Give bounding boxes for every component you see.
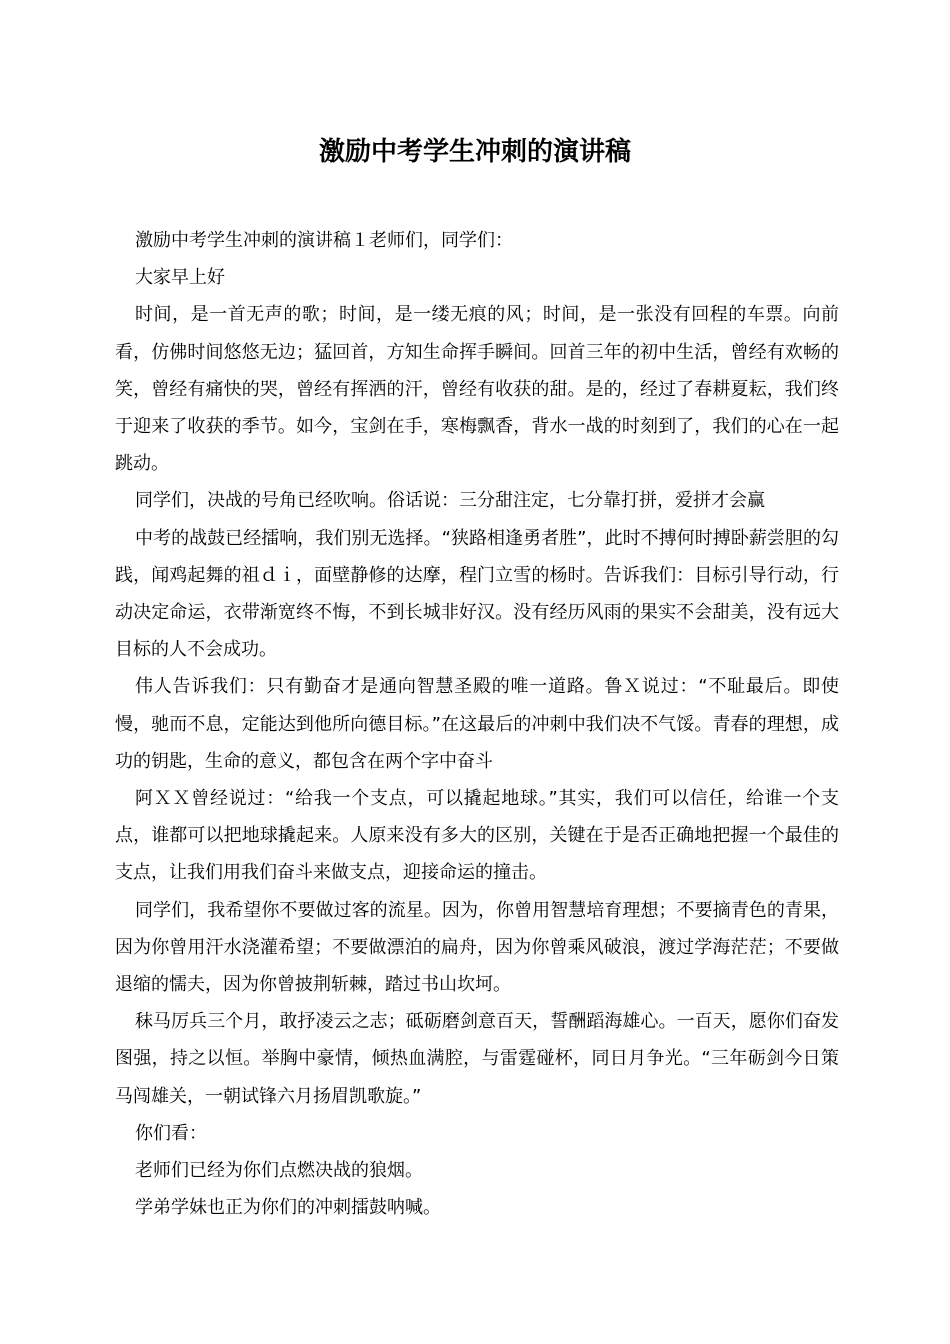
paragraph-juniors: 学弟学妹也正为你们的冲刺擂鼓呐喊。 <box>135 1197 441 1219</box>
paragraph-horn: 同学们，决战的号角已经吹响。俗话说：三分甜注定，七分靠打拼，爱拼才会赢 <box>135 490 765 512</box>
paragraph-fulcrum: 阿ＸＸ曾经说过：“给我一个支点，可以撬起地球。”其实，我们可以信任，给谁一个支点，谁都可以把地球撬起来。人原来没有多大的区别，关键在于是否正确地把握一个最佳的支点，让我们用我们奋斗来做支点，迎接命运的撞击。 <box>115 788 839 884</box>
paragraph-great-man: 伟人告诉我们：只有勤奋才是通向智慧圣殿的唯一道路。鲁Ｘ说过：“不耻最后。即使慢，驰而不息，定能达到他所向德目标。”在这最后的冲刺中我们决不气馁。青春的理想，成功的钥匙，生命的意义，都包含在两个字中奋斗 <box>115 676 839 772</box>
paragraph-war-drum: 中考的战鼓已经擂响，我们别无选择。“狭路相逢勇者胜”，此时不搏何时搏卧薪尝胆的勾践，闻鸡起舞的祖ｄｉ，面壁静修的达摩，程门立雪的杨时。告诉我们：目标引导行动，行动决定命运，衣带渐宽终不悔，不到长城非好汉。没有经历风雨的果实不会甜美，没有远大目标的人不会成功。 <box>115 527 839 661</box>
document-body <box>115 222 839 1226</box>
paragraph-time: 时间，是一首无声的歌；时间，是一缕无痕的风；时间，是一张没有回程的车票。向前看，仿佛时间悠悠无边；猛回首，方知生命挥手瞬间。回首三年的初中生活，曾经有欢畅的笑，曾经有痛快的哭，曾经有挥洒的汗，曾经有收获的甜。是的，经过了春耕夏耘，我们终于迎来了收获的季节。如今，宝剑在手，寒梅飘香，背水一战的时刻到了，我们的心在一起跳动。 <box>115 304 839 475</box>
paragraph-teachers: 老师们已经为你们点燃决战的狼烟。 <box>135 1160 423 1182</box>
paragraph-look: 你们看： <box>135 1122 207 1144</box>
paragraph-hundred-days: 秣马厉兵三个月，敢抒凌云之志；砥砺磨剑意百天，誓酬蹈海雄心。一百天，愿你们奋发图强，持之以恒。举胸中豪情，倾热血满腔，与雷霆碰杯，同日月争光。“三年砺剑今日策马闯雄关，一朝试锋六月扬眉凯歌旋。” <box>115 1011 839 1107</box>
paragraph-meteor: 同学们，我希望你不要做过客的流星。因为，你曾用智慧培育理想；不要摘青色的青果，因为你曾用汗水浇灌希望；不要做漂泊的扁舟，因为你曾乘风破浪，渡过学海茫茫；不要做退缩的懦夫，因为你曾披荆斩棘，踏过书山坎坷。 <box>115 899 839 996</box>
document-title: 激励中考学生冲刺的演讲稿 <box>318 137 631 167</box>
paragraph-good-morning: 大家早上好 <box>135 267 225 289</box>
paragraph-greeting: 激励中考学生冲刺的演讲稿１老师们，同学们： <box>135 230 513 251</box>
